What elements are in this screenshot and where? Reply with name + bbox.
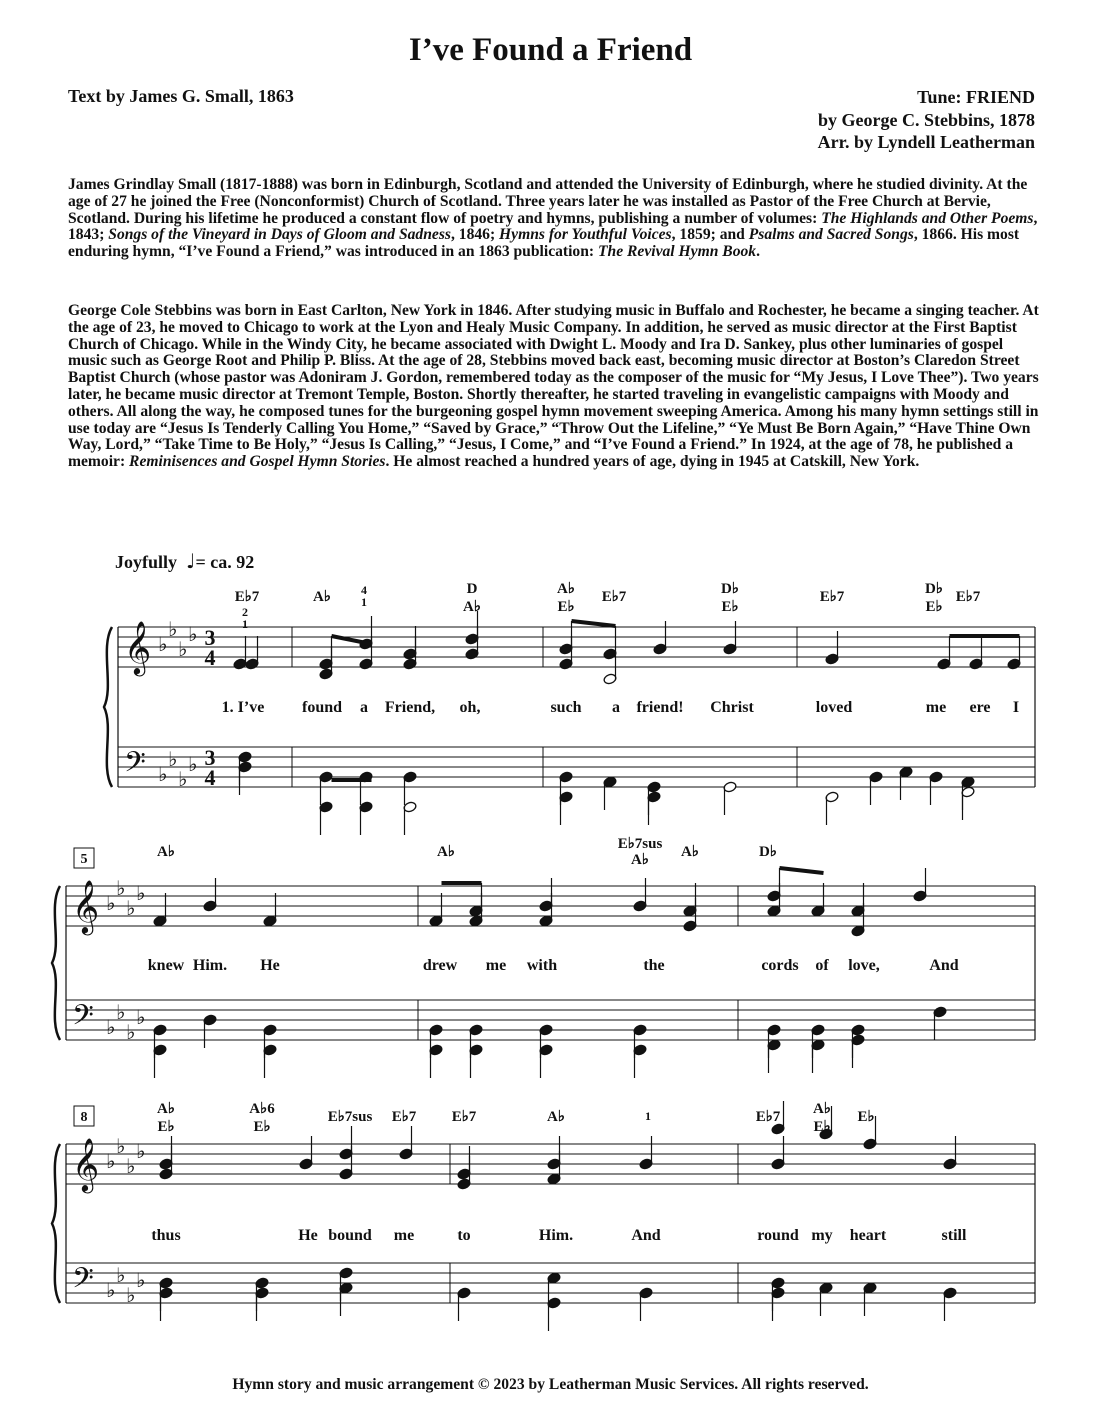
treble-clef-icon: 𝄞 xyxy=(72,1137,100,1191)
lyric-syllable: 1. I’ve xyxy=(221,699,265,716)
chord-symbol: A♭ xyxy=(313,589,331,605)
chord-symbol: D xyxy=(466,581,478,597)
lyric-syllable: the xyxy=(643,957,665,974)
flat-icon: ♭ xyxy=(126,1154,136,1178)
story-text: . He almost reached a hundred years of age, dying in 1945 at Catskill, New York. xyxy=(385,453,920,471)
lyric-syllable: thus xyxy=(151,1227,181,1244)
lyric-syllable: Christ xyxy=(710,699,754,716)
chord-symbol: E♭ xyxy=(925,599,943,615)
chord-symbol: A♭ xyxy=(437,844,455,860)
chord-symbol: A♭ xyxy=(681,844,699,860)
quarter-note-icon: ♩ xyxy=(186,549,196,573)
story-text: , 1846; xyxy=(450,226,500,244)
lyric-syllable: And xyxy=(631,1227,661,1244)
notes xyxy=(153,611,1021,1331)
lyric-syllable: such xyxy=(550,699,582,716)
chord-symbol: E♭ xyxy=(813,1119,831,1135)
chord-symbol: A♭ xyxy=(157,1101,175,1117)
chord-symbol: A♭ xyxy=(547,1109,565,1125)
book-title: Hymns for Youthful Voices xyxy=(499,226,672,244)
lyric-syllable: me xyxy=(485,957,507,974)
chord-symbol: A♭ xyxy=(631,852,649,868)
chord-symbol: E♭7 xyxy=(755,1109,781,1125)
chord-symbol: E♭ xyxy=(857,1109,875,1125)
flat-icon: ♭ xyxy=(126,896,136,920)
book-title: Songs of the Vineyard in Days of Gloom and Sadness xyxy=(108,226,451,244)
lyric-syllable: friend! xyxy=(636,699,684,716)
bass-clef-icon: 𝄢 xyxy=(72,999,94,1039)
chord-symbol: E♭7 xyxy=(601,589,627,605)
fingering: 2 xyxy=(242,605,248,619)
treble-clef-icon: 𝄞 xyxy=(124,620,152,674)
brace-icon xyxy=(104,627,112,787)
fingering: 1 xyxy=(242,617,248,631)
story-text: , 1843; xyxy=(68,209,1038,244)
story-text: George Cole Stebbins was born in East Carlton, New York in 1846. After studying music in Buffalo and Rochester, he became a singing teacher. At the age of 23, he moved to Chicago to work at the Lyon and Healy Music Company. In addition, he served as music director at the First Baptist Church of Chicago. While in the Windy City, he became associated with Dwight L. Moody and Ira D. Sankey, plus other luminaries of gospel music such as George Root and Philip P. Bliss. At the age of 28, Stebbins moved back east, becoming music director at Boston’s Claredon Street Baptist Church (whose pastor was Adoniram J. Gordon, remembered today as the composer of the music for “My Jesus, I Love Thee”). Two years later, he became music director at Tremont Temple, Boston. Shortly thereafter, he started traveling in evangelistic campaigns with Moody and others. All along the way, he composed tunes for the burgeoning gospel hymn movement sweeping America. Among his many hymn settings still in use today are “Jesus Is Tenderly Calling You Home,” “Saved by Grace,” “Throw Out the Lifeline,” “Ye Must Be Born Again,” “Have Thine Own Way, Lord,” “Take Time to Be Holy,” “Jesus Is Calling,” “Jesus, I Come,” and “I’ve Found a Friend.” In 1924, at the age of 78, he published a memoir: xyxy=(68,302,1039,471)
fingering: 1 xyxy=(361,595,367,609)
chord-symbol: E♭ xyxy=(253,1119,271,1135)
lyric-syllable: a xyxy=(612,699,620,716)
time-signature: 3 xyxy=(204,625,216,650)
lyric-syllable: And xyxy=(929,957,959,974)
lyric-syllable: I xyxy=(1012,699,1020,716)
time-signature: 3 xyxy=(204,745,216,770)
flat-icon: ♭ xyxy=(158,632,168,656)
lyric-syllable: heart xyxy=(849,1227,887,1244)
lyric-syllable: bound xyxy=(328,1227,372,1244)
arranger-credit: Arr. by Lyndell Leatherman xyxy=(817,132,1035,152)
fingering: 1 xyxy=(645,1109,651,1123)
lyric-syllable: with xyxy=(526,957,558,974)
bass-clef-icon: 𝄢 xyxy=(72,1262,94,1302)
lyric-syllable: to xyxy=(457,1227,471,1244)
flat-icon: ♭ xyxy=(178,767,188,791)
measure-number: 8 xyxy=(80,1110,88,1125)
lyric-syllable: cords xyxy=(761,957,799,974)
brace-icon xyxy=(52,1144,60,1303)
chord-symbol: E♭7 xyxy=(955,589,981,605)
lyric-syllable: found xyxy=(301,699,343,716)
lyric-syllable: my xyxy=(811,1227,833,1244)
chord-symbol: E♭7sus xyxy=(617,836,663,852)
chord-symbol: E♭ xyxy=(557,599,575,615)
fingering: 4 xyxy=(361,583,367,597)
flat-icon: ♭ xyxy=(168,747,178,771)
tune-name: Tune: FRIEND xyxy=(917,87,1035,107)
chord-symbol: A♭ xyxy=(557,581,575,597)
text-credit: Text by James G. Small, 1863 xyxy=(68,86,294,106)
chord-symbol: D♭ xyxy=(721,581,739,597)
composer-credit: by George C. Stebbins, 1878 xyxy=(817,109,1035,130)
lyric-syllable: oh, xyxy=(459,699,481,716)
lyric-syllable: round xyxy=(757,1227,799,1244)
lyric-syllable: knew xyxy=(147,957,185,974)
flat-icon: ♭ xyxy=(136,1139,146,1163)
chord-symbol: A♭ xyxy=(463,599,481,615)
measure-number: 5 xyxy=(80,852,88,867)
flat-icon: ♭ xyxy=(136,881,146,905)
flat-icon: ♭ xyxy=(168,617,178,641)
flat-icon: ♭ xyxy=(188,752,198,776)
book-title: The Highlands and Other Poems xyxy=(821,209,1034,227)
chord-symbol: E♭7 xyxy=(391,1109,417,1125)
lyric-syllable: me xyxy=(393,1227,415,1244)
chord-symbol: A♭ xyxy=(157,844,175,860)
book-title: Psalms and Sacred Songs xyxy=(748,226,914,244)
chord-symbol: E♭7 xyxy=(234,589,260,605)
lyric-syllable: He xyxy=(260,957,280,974)
book-title: The Revival Hymn Book xyxy=(598,243,757,261)
flat-icon: ♭ xyxy=(178,637,188,661)
flat-icon: ♭ xyxy=(116,1263,126,1287)
chord-symbol: D♭ xyxy=(759,844,777,860)
hymn-title: I’ve Found a Friend xyxy=(408,32,693,68)
flat-icon: ♭ xyxy=(126,1283,136,1307)
tempo-word: Joyfully xyxy=(115,552,178,572)
flat-icon: ♭ xyxy=(116,1134,126,1158)
flat-icon: ♭ xyxy=(106,1149,116,1173)
flat-icon: ♭ xyxy=(188,622,198,646)
bass-clef-icon: 𝄢 xyxy=(124,746,146,786)
lyric-syllable: me xyxy=(925,699,947,716)
flat-icon: ♭ xyxy=(106,1278,116,1302)
beam xyxy=(572,621,616,626)
lyric-syllable: still xyxy=(941,1227,967,1244)
lyric-syllable: ere xyxy=(969,699,991,716)
lyric-syllable: a xyxy=(360,699,368,716)
chord-symbol: A♭ xyxy=(813,1101,831,1117)
story-text: , 1859; and xyxy=(671,226,749,244)
story-text: , 1866. His most enduring hymn, “I’ve Found a Friend,” was introduced in an 1863 publication: xyxy=(68,226,1020,261)
lyric-syllable: loved xyxy=(815,699,853,716)
book-title: Reminisences and Gospel Hymn Stories xyxy=(129,453,386,471)
story-text: . xyxy=(756,243,760,261)
flat-icon: ♭ xyxy=(106,1015,116,1039)
lyric-syllable: drew xyxy=(422,957,458,974)
score-text xyxy=(72,581,1019,1307)
chord-symbol: E♭7 xyxy=(819,589,845,605)
chord-symbol: E♭ xyxy=(721,599,739,615)
lyric-syllable: of xyxy=(815,957,829,974)
chord-symbol: E♭7sus xyxy=(327,1109,373,1125)
chord-symbol: E♭ xyxy=(157,1119,175,1135)
flat-icon: ♭ xyxy=(116,1000,126,1024)
copyright-footer: Hymn story and music arrangement © 2023 by Leatherman Music Services. All rights reserved. xyxy=(232,1376,869,1393)
beam xyxy=(780,868,824,873)
chord-symbol: A♭6 xyxy=(249,1101,275,1117)
flat-icon: ♭ xyxy=(126,1020,136,1044)
flat-icon: ♭ xyxy=(136,1268,146,1292)
flat-icon: ♭ xyxy=(136,1005,146,1029)
lyric-syllable: love, xyxy=(848,957,880,974)
flat-icon: ♭ xyxy=(106,891,116,915)
system-3 xyxy=(52,1144,1035,1303)
time-signature: 4 xyxy=(204,645,216,670)
time-signature: 4 xyxy=(204,765,216,790)
lyric-syllable: He xyxy=(298,1227,318,1244)
chord-symbol: D♭ xyxy=(925,581,943,597)
lyric-syllable: Him. xyxy=(192,957,228,974)
story-text: James Grindlay Small (1817-1888) was born in Edinburgh, Scotland and attended the University of Edinburgh, where he studied divinity. At the age of 27 he joined the Free (Nonconformist) Church of Scotland. Three years later he was installed as Pastor of the Free Church at Bervie, Scotland. During his lifetime he produced a constant flow of poetry and hymns, publishing a number of volumes: xyxy=(68,176,1028,227)
flat-icon: ♭ xyxy=(116,876,126,900)
flat-icon: ♭ xyxy=(158,762,168,786)
chord-symbol: E♭7 xyxy=(451,1109,477,1125)
lyric-syllable: Him. xyxy=(538,1227,574,1244)
tempo-value: = ca. 92 xyxy=(195,552,255,572)
treble-clef-icon: 𝄞 xyxy=(72,879,100,933)
lyric-syllable: Friend, xyxy=(384,699,436,716)
brace-icon xyxy=(52,886,60,1040)
